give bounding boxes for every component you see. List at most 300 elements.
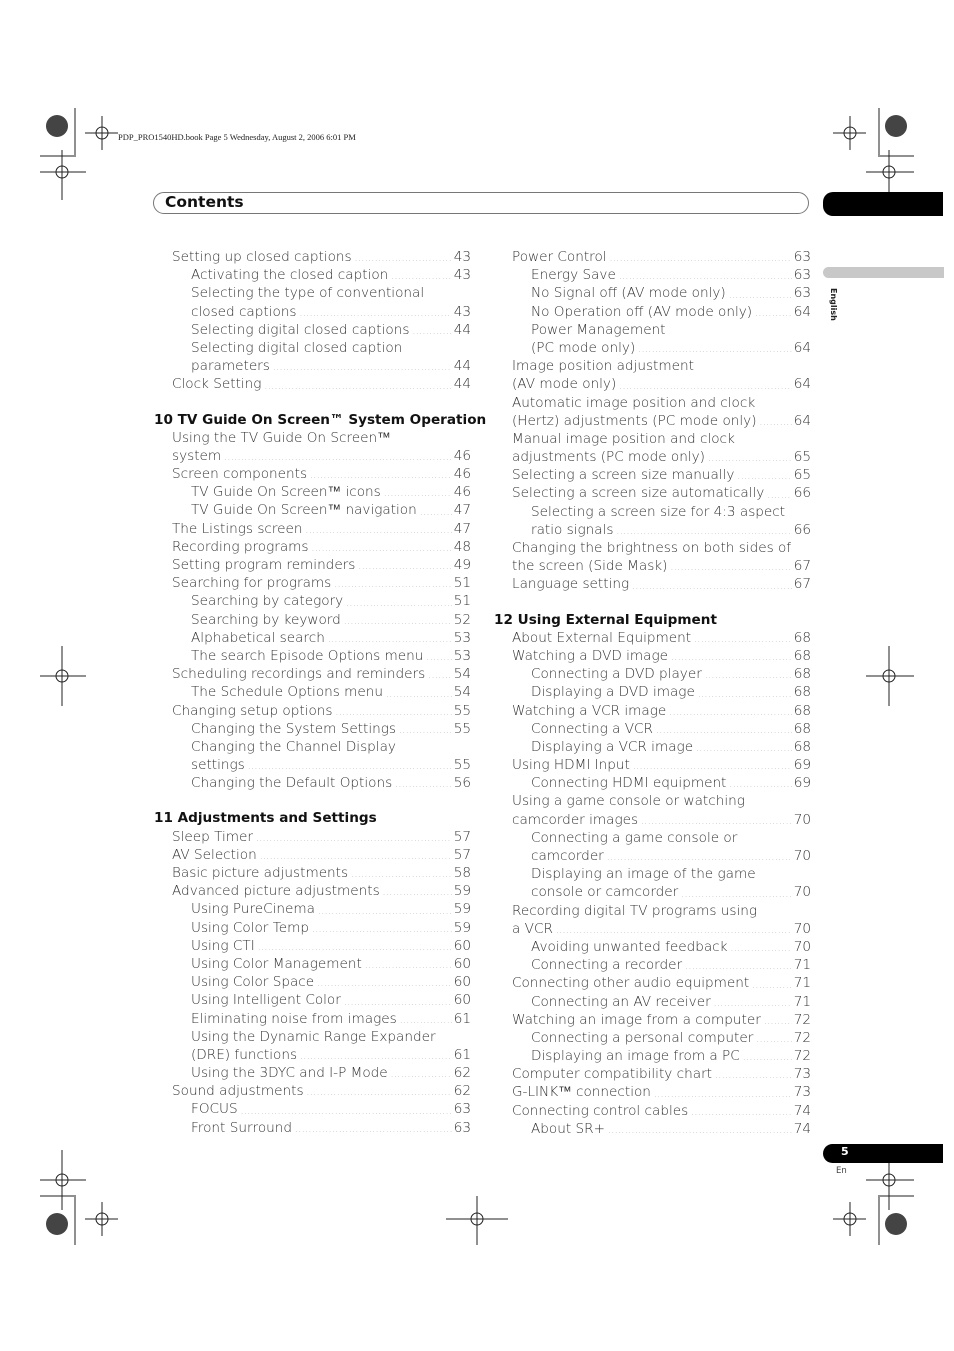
toc-page-number: 71 xyxy=(793,957,811,974)
toc-dot-leader xyxy=(420,506,452,520)
toc-entry-title: Displaying a DVD image xyxy=(531,683,698,701)
toc-dot-leader xyxy=(705,669,792,683)
toc-dot-leader xyxy=(395,778,452,792)
toc-entry-title: system xyxy=(172,447,224,465)
toc-dot-leader xyxy=(426,651,451,665)
toc-dot-leader xyxy=(310,469,452,483)
toc-entry[interactable] xyxy=(494,811,811,829)
toc-entry[interactable] xyxy=(494,1011,811,1029)
toc-entry[interactable] xyxy=(154,429,471,447)
toc-entry-title: Watching a DVD image xyxy=(512,647,671,665)
toc-page-number: 70 xyxy=(793,938,811,955)
toc-entry[interactable] xyxy=(154,248,471,266)
toc-entry-title: Using HDMI Input xyxy=(512,756,633,774)
toc-entry[interactable] xyxy=(494,357,811,375)
toc-entry[interactable] xyxy=(494,284,811,302)
toc-entry-title: Connecting a recorder xyxy=(531,956,685,974)
toc-entry-title: closed captions xyxy=(191,303,300,321)
toc-page-number: 46 xyxy=(453,484,471,501)
toc-entry[interactable] xyxy=(494,1047,811,1065)
toc-entry[interactable] xyxy=(494,321,811,339)
toc-entry-title: Changing the Default Options xyxy=(191,774,395,792)
toc-entry-title: Eliminating noise from images xyxy=(191,1010,400,1028)
toc-dot-leader xyxy=(386,688,452,702)
toc-dot-leader xyxy=(365,959,452,973)
toc-entry[interactable] xyxy=(494,575,811,593)
toc-entry-title: Sound adjustments xyxy=(172,1082,307,1100)
toc-entry[interactable] xyxy=(494,1065,811,1083)
toc-entry-title: Connecting other audio equipment xyxy=(512,974,752,992)
toc-page-number: 74 xyxy=(793,1102,811,1119)
toc-entry[interactable] xyxy=(494,1102,811,1120)
toc-entry-title: parameters xyxy=(191,357,273,375)
toc-dot-leader xyxy=(328,633,452,647)
toc-entry-title: Manual image position and clock xyxy=(512,430,738,448)
toc-page-number: 44 xyxy=(453,321,471,338)
toc-dot-leader xyxy=(685,960,792,974)
toc-dot-leader xyxy=(334,578,451,592)
toc-entry[interactable] xyxy=(154,1046,471,1064)
toc-entry-title: Power Management xyxy=(531,321,669,339)
toc-entry[interactable] xyxy=(154,1064,471,1082)
toc-page-number: 74 xyxy=(793,1120,811,1137)
toc-entry[interactable] xyxy=(154,483,471,501)
toc-entry[interactable] xyxy=(494,702,811,720)
toc-entry-title: Scheduling recordings and reminders xyxy=(172,665,428,683)
toc-entry-title: Connecting a game console or xyxy=(531,829,740,847)
toc-page-number: 55 xyxy=(453,702,471,719)
toc-dot-leader xyxy=(264,380,451,394)
toc-entry[interactable] xyxy=(154,665,471,683)
toc-entry-title: No Operation off (AV mode only) xyxy=(531,303,755,321)
toc-entry-title: Watching an image from a computer xyxy=(512,1011,764,1029)
header-tab xyxy=(823,192,943,216)
toc-entry[interactable] xyxy=(154,973,471,991)
toc-entry-title: Using a game console or watching xyxy=(512,792,748,810)
toc-page-number: 43 xyxy=(453,303,471,320)
toc-dot-leader xyxy=(737,470,791,484)
toc-page-number: 63 xyxy=(453,1101,471,1118)
toc-entry[interactable] xyxy=(494,902,811,920)
toc-page-number: 51 xyxy=(453,575,471,592)
toc-entry[interactable] xyxy=(494,503,811,521)
toc-entry-title: camcorder images xyxy=(512,811,641,829)
toc-entry[interactable] xyxy=(154,955,471,973)
toc-entry[interactable] xyxy=(154,774,471,792)
toc-page-number: 64 xyxy=(793,376,811,393)
toc-dot-leader xyxy=(273,361,452,375)
toc-entry-title: Selecting a screen size for 4:3 aspect xyxy=(531,503,788,521)
toc-dot-leader xyxy=(300,1050,452,1064)
toc-entry-title: Screen components xyxy=(172,465,310,483)
toc-entry[interactable] xyxy=(494,375,811,393)
toc-entry[interactable] xyxy=(154,1010,471,1028)
toc-entry[interactable] xyxy=(494,412,811,430)
toc-page-number: 61 xyxy=(453,1046,471,1063)
toc-dot-leader xyxy=(619,270,792,284)
toc-entry[interactable] xyxy=(494,647,811,665)
toc-entry[interactable] xyxy=(154,738,471,756)
page-title: Contents xyxy=(165,193,244,211)
toc-entry-title: Using Color Space xyxy=(191,973,317,991)
toc-entry[interactable] xyxy=(494,665,811,683)
toc-dot-leader xyxy=(743,1051,792,1065)
toc-dot-leader xyxy=(729,289,792,303)
toc-page-number: 73 xyxy=(793,1066,811,1083)
toc-page-number: 68 xyxy=(793,647,811,664)
toc-dot-leader xyxy=(694,633,792,647)
toc-page-number: 64 xyxy=(793,412,811,429)
toc-page-number: 65 xyxy=(793,467,811,484)
toc-page-number: 66 xyxy=(793,521,811,538)
toc-entry[interactable] xyxy=(154,991,471,1009)
toc-entry-title: Using PureCinema xyxy=(191,900,318,918)
toc-entry[interactable] xyxy=(154,756,471,774)
toc-page-number: 62 xyxy=(453,1083,471,1100)
toc-dot-leader xyxy=(654,1088,792,1102)
toc-page-number: 54 xyxy=(453,684,471,701)
toc-entry[interactable] xyxy=(494,448,811,466)
toc-page-number: 59 xyxy=(453,919,471,936)
toc-entry[interactable] xyxy=(494,394,811,412)
toc-page-number: 61 xyxy=(453,1010,471,1027)
toc-entry-title: Connecting a personal computer xyxy=(531,1029,756,1047)
language-tab xyxy=(823,267,944,278)
toc-entry-title: Sleep Timer xyxy=(172,828,256,846)
toc-entry-title: Using CTI xyxy=(191,937,258,955)
toc-entry-title: Alphabetical search xyxy=(191,629,328,647)
toc-entry[interactable] xyxy=(494,938,811,956)
toc-page-number: 63 xyxy=(453,1119,471,1136)
toc-entry[interactable] xyxy=(154,501,471,519)
toc-dot-leader xyxy=(633,760,792,774)
toc-page-number: 53 xyxy=(453,647,471,664)
toc-entry[interactable] xyxy=(494,466,811,484)
toc-entry-title: Selecting the type of conventional xyxy=(191,284,427,302)
toc-entry[interactable] xyxy=(154,266,471,284)
toc-entry-title: Searching by keyword xyxy=(191,611,344,629)
toc-entry[interactable] xyxy=(154,702,471,720)
toc-page-number: 60 xyxy=(453,937,471,954)
toc-page-number: 48 xyxy=(453,538,471,555)
toc-entry[interactable] xyxy=(154,447,471,465)
toc-entry-title: Connecting HDMI equipment xyxy=(531,774,729,792)
toc-page-number: 68 xyxy=(793,629,811,646)
toc-entry[interactable] xyxy=(154,647,471,665)
toc-entry-title: console or camcorder xyxy=(531,883,681,901)
toc-dot-leader xyxy=(355,252,452,266)
toc-dot-leader xyxy=(681,888,791,902)
toc-dot-leader xyxy=(767,489,791,503)
toc-page-number: 67 xyxy=(793,576,811,593)
toc-entry[interactable] xyxy=(154,574,471,592)
toc-entry-title: Image position adjustment xyxy=(512,357,697,375)
toc-page-number: 70 xyxy=(793,920,811,937)
toc-page-number: 47 xyxy=(453,502,471,519)
toc-entry[interactable] xyxy=(154,1082,471,1100)
toc-dot-leader xyxy=(641,815,792,829)
toc-entry[interactable] xyxy=(154,284,471,302)
toc-entry[interactable] xyxy=(494,339,811,357)
toc-entry[interactable] xyxy=(494,557,811,575)
toc-entry-title: TV Guide On Screen™ icons xyxy=(191,483,384,501)
toc-entry-title: Changing the brightness on both sides of xyxy=(512,539,794,557)
toc-dot-leader xyxy=(224,451,452,465)
toc-page-number: 57 xyxy=(453,828,471,845)
toc-entry-title: Avoiding unwanted feedback xyxy=(531,938,731,956)
toc-page-number: 52 xyxy=(453,611,471,628)
toc-dot-leader xyxy=(691,1106,792,1120)
toc-left-column xyxy=(154,248,487,1137)
toc-dot-leader xyxy=(756,1033,791,1047)
toc-page-number: 60 xyxy=(453,974,471,991)
toc-entry[interactable] xyxy=(494,720,811,738)
toc-entry-title: No Signal off (AV mode only) xyxy=(531,284,729,302)
toc-entry-title: Computer compatibility chart xyxy=(512,1065,715,1083)
toc-dot-leader xyxy=(729,778,791,792)
toc-entry[interactable] xyxy=(494,683,811,701)
toc-entry-title: Connecting a DVD player xyxy=(531,665,705,683)
toc-entry[interactable] xyxy=(154,321,471,339)
toc-entry[interactable] xyxy=(494,521,811,539)
toc-entry[interactable] xyxy=(154,465,471,483)
toc-entry[interactable] xyxy=(154,339,471,357)
toc-entry-title: ratio signals xyxy=(531,521,617,539)
toc-entry[interactable] xyxy=(154,1100,471,1118)
toc-dot-leader xyxy=(412,325,451,339)
toc-entry[interactable] xyxy=(154,900,471,918)
toc-entry-title: Basic picture adjustments xyxy=(172,864,351,882)
toc-entry[interactable] xyxy=(154,882,471,900)
toc-entry-title: Automatic image position and clock xyxy=(512,394,758,412)
toc-entry-title: Language setting xyxy=(512,575,632,593)
toc-entry-title: Activating the closed caption xyxy=(191,266,391,284)
toc-entry[interactable] xyxy=(154,611,471,629)
toc-page-number: 43 xyxy=(453,267,471,284)
toc-entry-title: a VCR xyxy=(512,920,556,938)
toc-entry[interactable] xyxy=(494,1029,811,1047)
toc-entry-title: TV Guide On Screen™ navigation xyxy=(191,501,420,519)
toc-dot-leader xyxy=(656,724,792,738)
toc-entry-title: Energy Save xyxy=(531,266,619,284)
toc-dot-leader xyxy=(607,851,792,865)
toc-dot-leader xyxy=(391,1068,452,1082)
toc-entry[interactable] xyxy=(154,937,471,955)
toc-dot-leader xyxy=(241,1105,452,1119)
toc-page-number: 64 xyxy=(793,339,811,356)
toc-entry[interactable] xyxy=(494,974,811,992)
toc-page-number: 60 xyxy=(453,992,471,1009)
toc-entry[interactable] xyxy=(494,865,811,883)
toc-entry-title: G-LINK™ connection xyxy=(512,1083,654,1101)
toc-dot-leader xyxy=(344,996,452,1010)
toc-entry[interactable] xyxy=(494,738,811,756)
toc-page-number: 66 xyxy=(793,485,811,502)
toc-entry-title: Selecting digital closed captions xyxy=(191,321,412,339)
toc-dot-leader xyxy=(610,252,792,266)
toc-entry-title: The Schedule Options menu xyxy=(191,683,386,701)
toc-dot-leader xyxy=(248,760,452,774)
toc-entry-title: (DRE) functions xyxy=(191,1046,300,1064)
toc-page-number: 70 xyxy=(793,848,811,864)
header-bar xyxy=(153,192,809,214)
toc-entry-title: (AV mode only) xyxy=(512,375,619,393)
toc-entry[interactable] xyxy=(494,756,811,774)
toc-entry-title: settings xyxy=(191,756,248,774)
toc-entry[interactable] xyxy=(154,828,471,846)
toc-entry[interactable] xyxy=(154,1119,471,1137)
toc-entry-title: adjustments (PC mode only) xyxy=(512,448,708,466)
toc-entry[interactable] xyxy=(494,956,811,974)
toc-dot-leader xyxy=(260,850,452,864)
toc-entry-title: About SR+ xyxy=(531,1120,608,1138)
toc-entry-title: (PC mode only) xyxy=(531,339,638,357)
toc-page-number: 67 xyxy=(793,558,811,575)
toc-dot-leader xyxy=(346,597,452,611)
toc-entry[interactable] xyxy=(154,303,471,321)
toc-entry-title: Recording digital TV programs using xyxy=(512,902,760,920)
page-language-code: En xyxy=(836,1166,847,1176)
toc-entry[interactable] xyxy=(154,720,471,738)
toc-entry[interactable] xyxy=(494,883,811,901)
toc-dot-leader xyxy=(670,561,791,575)
toc-dot-leader xyxy=(307,1086,452,1100)
toc-entry-title: Front Surround xyxy=(191,1119,295,1137)
toc-entry-title: Using Color Management xyxy=(191,955,365,973)
toc-entry-title: Using Intelligent Color xyxy=(191,991,344,1009)
toc-entry-title: Watching a VCR image xyxy=(512,702,669,720)
toc-entry[interactable] xyxy=(154,556,471,574)
section-heading: 11 Adjustments and Settings xyxy=(154,810,377,827)
toc-entry[interactable] xyxy=(494,248,811,266)
toc-dot-leader xyxy=(617,525,792,539)
toc-page-number: 72 xyxy=(793,1048,811,1065)
toc-entry-title: Connecting control cables xyxy=(512,1102,691,1120)
section-heading: 10 TV Guide On Screen™ System Operation xyxy=(154,411,487,428)
toc-entry[interactable] xyxy=(494,829,811,847)
toc-page-number: 43 xyxy=(453,249,471,265)
toc-entry[interactable] xyxy=(494,266,811,284)
toc-entry[interactable] xyxy=(494,430,811,448)
toc-page-number: 60 xyxy=(453,955,471,972)
toc-entry-title: Connecting a VCR xyxy=(531,720,656,738)
toc-dot-leader xyxy=(317,977,452,991)
toc-page-number: 71 xyxy=(793,975,811,992)
toc-entry-title: The Listings screen xyxy=(172,520,306,538)
toc-entry-title: Using Color Temp xyxy=(191,919,312,937)
toc-page-number: 72 xyxy=(793,1011,811,1028)
toc-entry-title: Selecting a screen size automatically xyxy=(512,484,767,502)
toc-page-number: 65 xyxy=(793,449,811,466)
toc-dot-leader xyxy=(671,651,792,665)
toc-entry[interactable] xyxy=(494,303,811,321)
toc-entry[interactable] xyxy=(154,375,471,393)
toc-page-number: 72 xyxy=(793,1029,811,1046)
toc-entry-title: Recording programs xyxy=(172,538,311,556)
toc-entry-title: Changing setup options xyxy=(172,702,336,720)
toc-entry-title: Displaying a VCR image xyxy=(531,738,696,756)
toc-dot-leader xyxy=(312,923,452,937)
toc-entry[interactable] xyxy=(154,592,471,610)
toc-dot-leader xyxy=(383,886,452,900)
toc-entry[interactable] xyxy=(154,919,471,937)
toc-dot-leader xyxy=(428,669,451,683)
toc-page-number: 46 xyxy=(453,466,471,483)
toc-entry[interactable] xyxy=(154,520,471,538)
toc-page-number: 56 xyxy=(453,775,471,792)
toc-entry[interactable] xyxy=(494,774,811,792)
toc-entry[interactable] xyxy=(494,920,811,938)
toc-entry-title: Power Control xyxy=(512,248,610,266)
toc-page-number: 62 xyxy=(453,1065,471,1082)
toc-dot-leader xyxy=(669,706,791,720)
toc-entry[interactable] xyxy=(494,1120,811,1138)
toc-page-number: 57 xyxy=(453,846,471,863)
toc-entry[interactable] xyxy=(494,539,811,557)
toc-entry[interactable] xyxy=(154,629,471,647)
toc-entry[interactable] xyxy=(154,683,471,701)
toc-entry-title: Connecting an AV receiver xyxy=(531,993,714,1011)
toc-entry-title: Searching by category xyxy=(191,592,346,610)
toc-dot-leader xyxy=(306,524,452,538)
toc-entry[interactable] xyxy=(154,864,471,882)
toc-dot-leader xyxy=(696,742,792,756)
toc-page-number: 68 xyxy=(793,666,811,683)
toc-right-column xyxy=(494,248,811,1138)
section-gap xyxy=(494,594,811,611)
file-info: PDP_PRO1540HD.book Page 5 Wednesday, August 2, 2006 6:01 PM xyxy=(118,132,356,142)
toc-page-number: 69 xyxy=(793,757,811,774)
toc-entry[interactable] xyxy=(154,357,471,375)
toc-page-number: 55 xyxy=(453,757,471,774)
toc-entry[interactable] xyxy=(494,847,811,865)
toc-entry[interactable] xyxy=(494,484,811,502)
toc-entry-title: (Hertz) adjustments (PC mode only) xyxy=(512,412,760,430)
toc-page-number: 73 xyxy=(793,1084,811,1101)
toc-entry[interactable] xyxy=(494,629,811,647)
toc-entry[interactable] xyxy=(494,792,811,810)
toc-entry[interactable] xyxy=(154,1028,471,1046)
toc-dot-leader xyxy=(344,615,452,629)
toc-entry-title: Searching for programs xyxy=(172,574,334,592)
toc-dot-leader xyxy=(384,487,452,501)
toc-page-number: 63 xyxy=(793,249,811,265)
toc-dot-leader xyxy=(632,580,792,594)
toc-entry[interactable] xyxy=(154,538,471,556)
toc-dot-leader xyxy=(619,380,791,394)
section-gap xyxy=(154,792,471,809)
section-gap xyxy=(154,394,471,411)
toc-dot-leader xyxy=(755,307,792,321)
toc-entry[interactable] xyxy=(494,993,811,1011)
toc-page-number: 63 xyxy=(793,267,811,284)
toc-entry-title: Changing the System Settings xyxy=(191,720,399,738)
toc-entry-title: Clock Setting xyxy=(172,375,264,393)
toc-dot-leader xyxy=(391,270,451,284)
toc-page-number: 59 xyxy=(453,883,471,900)
toc-dot-leader xyxy=(752,979,792,993)
toc-page-number: 70 xyxy=(793,884,811,901)
toc-page-number: 46 xyxy=(453,447,471,464)
toc-entry[interactable] xyxy=(494,1083,811,1101)
toc-dot-leader xyxy=(351,868,452,882)
toc-entry-title: Using the Dynamic Range Expander xyxy=(191,1028,439,1046)
toc-page-number: 55 xyxy=(453,720,471,737)
toc-entry-title: Setting up closed captions xyxy=(172,248,355,266)
toc-page-number: 44 xyxy=(453,376,471,393)
toc-entry[interactable] xyxy=(154,846,471,864)
toc-entry-title: Advanced picture adjustments xyxy=(172,882,383,900)
